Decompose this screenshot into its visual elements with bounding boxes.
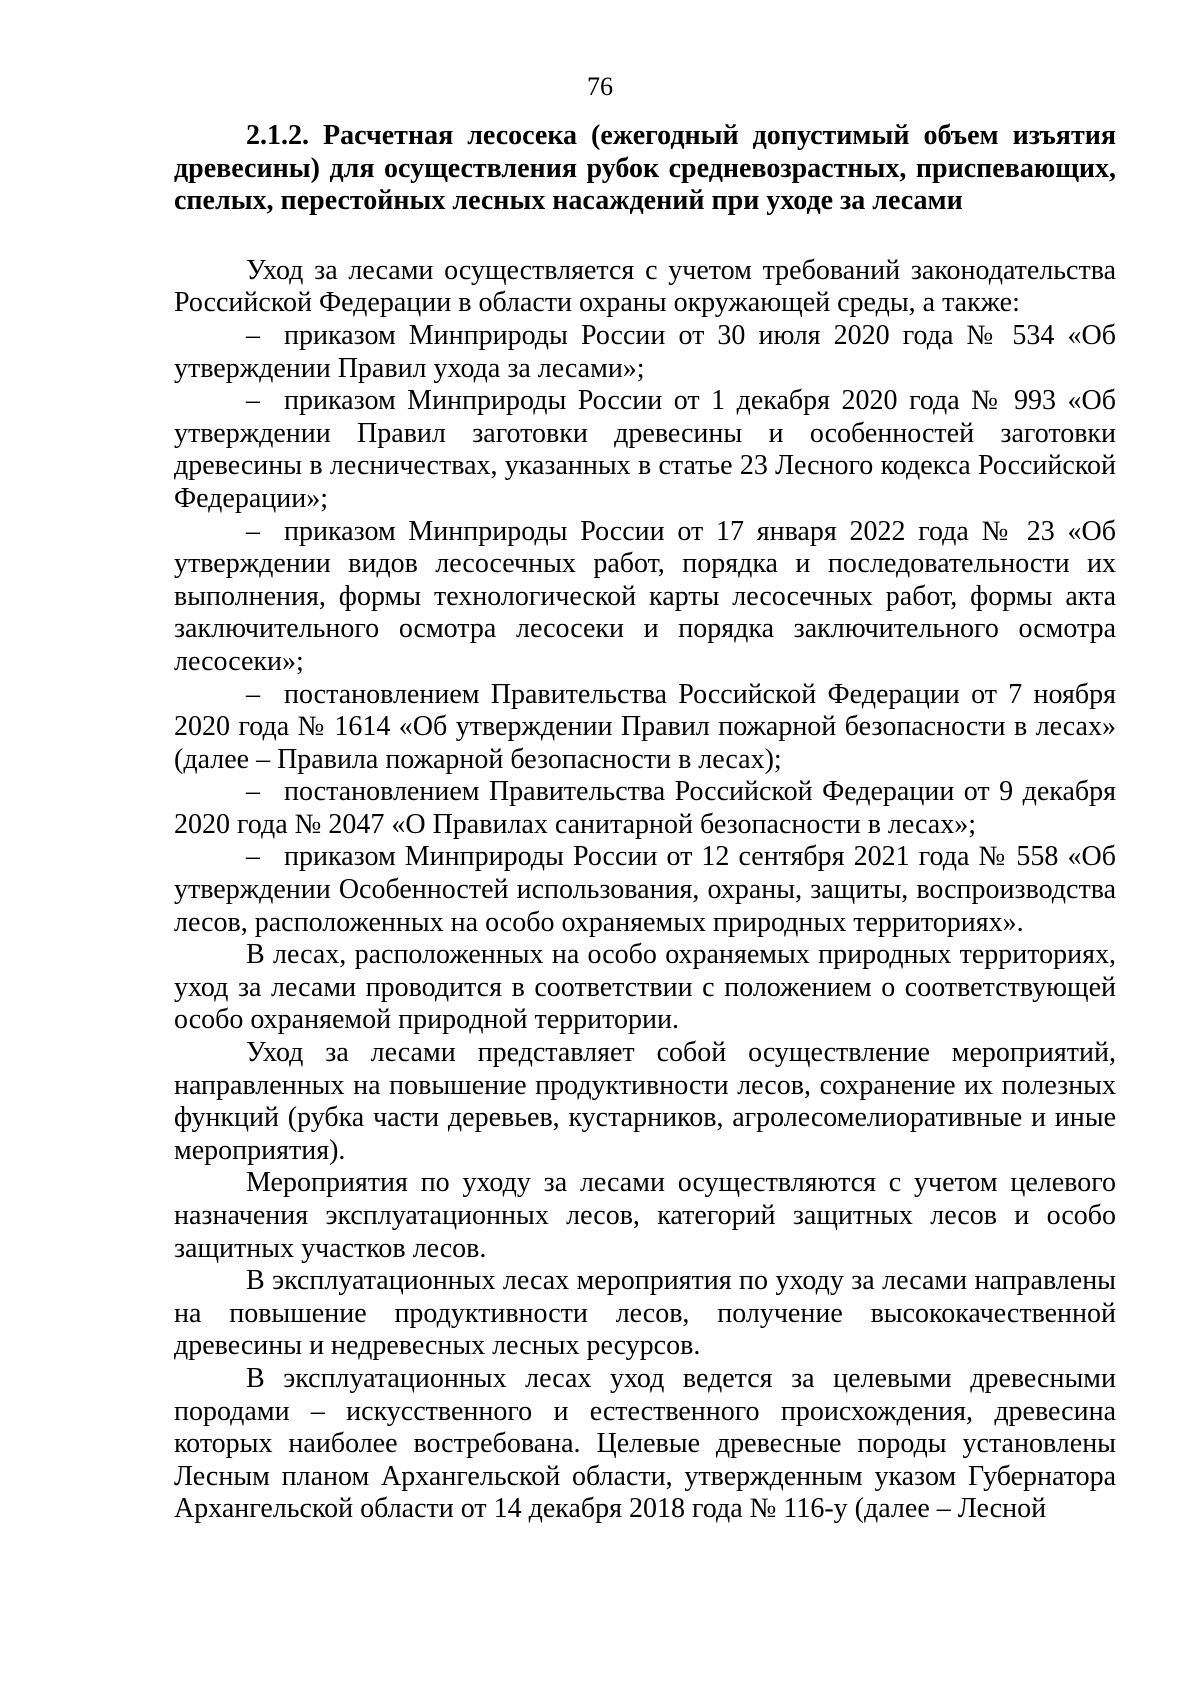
list-item [174, 516, 1116, 679]
list-item [174, 320, 1116, 385]
body-paragraph: Мероприятия по уходу за лесами осуществляются с учетом целевого назначения эксплуатационных лесов, категорий защитных лесов и особо защитных участков лесов. [174, 1167, 1116, 1264]
intro-paragraph: Уход за лесами осуществляется с учетом требований законодательства Российской Федерации в области охраны окружающей среды, а также: [174, 254, 1116, 319]
bullet-dash: – [246, 385, 260, 417]
body-paragraph: В эксплуатационных лесах мероприятия по уходу за лесами направлены на повышение продуктивности лесов, получение высококачественной древесины и недревесных лесных ресурсов. [174, 1265, 1116, 1362]
list-item [174, 385, 1116, 515]
list-item-text: приказом Минприроды России от 30 июля 2020 года № 534 «Об утверждении Правил ухода за лесами»; [174, 319, 1116, 384]
body-paragraph: В эксплуатационных лесах уход ведется за целевыми древесными породами – искусственного и естественного происхождения, древесина которых наиболее востребована. Целевые древесные породы установлены Лесным планом Архангельской области, утвержденным указом Губернатора Архангельской области от 14 декабря 2018 года № 116-у (далее – Лесной [174, 1362, 1116, 1525]
list-item-text: приказом Минприроды России от 12 сентября 2021 года № 558 «Об утверждении Особенностей использования, охраны, защиты, воспроизводства лесов, расположенных на особо охраняемых природных территориях». [174, 841, 1116, 938]
page-number: 76 [587, 72, 613, 101]
bullet-dash: – [246, 776, 260, 808]
page-content [174, 120, 1116, 1526]
body-paragraph: В лесах, расположенных на особо охраняемых природных территориях, уход за лесами проводится в соответствии с положением о соответствующей особо охраняемой природной территории. [174, 939, 1116, 1036]
list-item [174, 679, 1116, 777]
bullet-dash: – [246, 841, 260, 873]
list-item [174, 841, 1116, 939]
body-paragraph: Уход за лесами представляет собой осуществление мероприятий, направленных на повышение продуктивности лесов, сохранение их полезных функций (рубка части деревьев, кустарников, агролесомелиоративные и иные мероприятия). [174, 1037, 1116, 1166]
bullet-dash: – [246, 678, 260, 710]
list-item-text: постановлением Правительства Российской Федерации от 7 ноября 2020 года № 1614 «Об утверждении Правил пожарной безопасности в лесах» (далее – Правила пожарной безопасности в лесах); [174, 678, 1116, 775]
section-heading: 2.1.2. Расчетная лесосека (ежегодный допустимый объем изъятия древесины) для осуществления рубок средневозрастных, приспевающих, спелых, перестойных лесных насаждений при уходе за лесами [174, 120, 1116, 217]
list-item [174, 776, 1116, 841]
list-item-text: приказом Минприроды России от 1 декабря 2020 года № 993 «Об утверждении Правил заготовки древесины и особенностей заготовки древесины в лесничествах, указанных в статье 23 Лесного кодекса Российской Федерации»; [174, 385, 1116, 514]
list-item-text: постановлением Правительства Российской Федерации от 9 декабря 2020 года № 2047 «О Правилах санитарной безопасности в лесах»; [174, 776, 1116, 840]
bullet-dash: – [246, 319, 260, 351]
list-item-text: приказом Минприроды России от 17 января 2022 года № 23 «Об утверждении видов лесосечных работ, порядка и последовательности их выполнения, формы технологической карты лесосечных работ, формы акта заключительного осмотра лесосеки и порядка заключительного осмотра лесосеки»; [174, 515, 1116, 677]
bullet-dash: – [246, 515, 260, 547]
